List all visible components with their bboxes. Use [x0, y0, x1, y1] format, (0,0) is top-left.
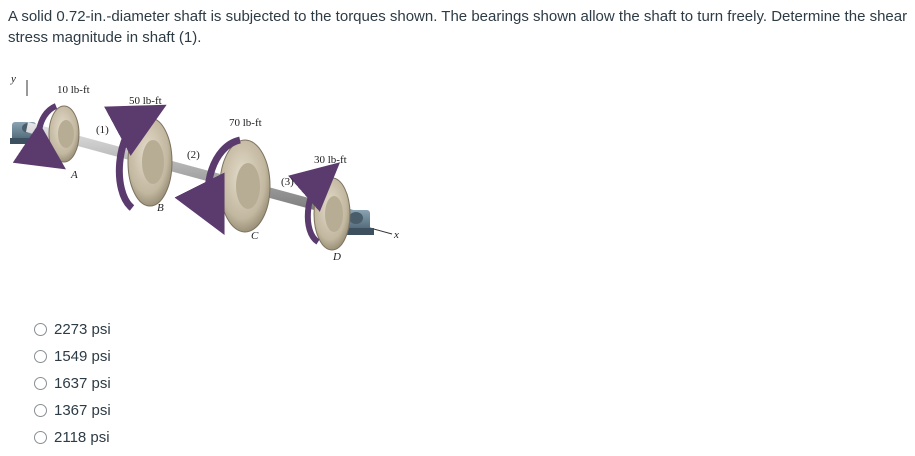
torque-label-c: 70 lb-ft	[229, 117, 262, 129]
answer-option[interactable]	[34, 370, 111, 397]
answer-option[interactable]	[34, 424, 111, 451]
option-label[interactable]: 1367 psi	[54, 402, 111, 419]
torque-label-b: 50 lb-ft	[129, 95, 162, 107]
option-label[interactable]: 1549 psi	[54, 348, 111, 365]
segment-label-3: (3)	[281, 176, 294, 188]
radio-button[interactable]	[34, 431, 47, 444]
point-label-a: A	[71, 169, 78, 181]
option-label[interactable]: 2273 psi	[54, 321, 111, 338]
torque-label-d: 30 lb-ft	[314, 154, 347, 166]
option-label[interactable]: 1637 psi	[54, 375, 111, 392]
radio-button[interactable]	[34, 404, 47, 417]
answer-option[interactable]	[34, 397, 111, 424]
radio-button[interactable]	[34, 377, 47, 390]
point-label-c: C	[251, 230, 259, 242]
gear-c	[208, 140, 270, 232]
answer-options	[34, 316, 111, 451]
question-text: A solid 0.72-in.-diameter shaft is subjected to the torques shown. The bearings shown allow the shaft to turn freely. Determine the shear stress magnitude in shaft (1).	[8, 8, 908, 46]
segment-label-1: (1)	[96, 124, 109, 136]
gear-d	[308, 178, 350, 250]
point-label-b: B	[157, 202, 164, 214]
shaft-figure	[0, 62, 420, 272]
y-axis-label: y	[11, 73, 16, 85]
torque-label-a: 10 lb-ft	[57, 84, 90, 96]
answer-option[interactable]	[34, 343, 111, 370]
answer-option[interactable]	[34, 316, 111, 343]
radio-button[interactable]	[34, 350, 47, 363]
point-label-d: D	[333, 251, 341, 263]
gear-b	[119, 118, 172, 208]
radio-button[interactable]	[34, 323, 47, 336]
option-label[interactable]: 2118 psi	[54, 429, 110, 446]
x-axis	[370, 228, 399, 241]
shaft-diagram	[0, 62, 420, 272]
y-axis	[10, 73, 27, 96]
x-axis-label: x	[394, 229, 399, 241]
segment-label-2: (2)	[187, 149, 200, 161]
